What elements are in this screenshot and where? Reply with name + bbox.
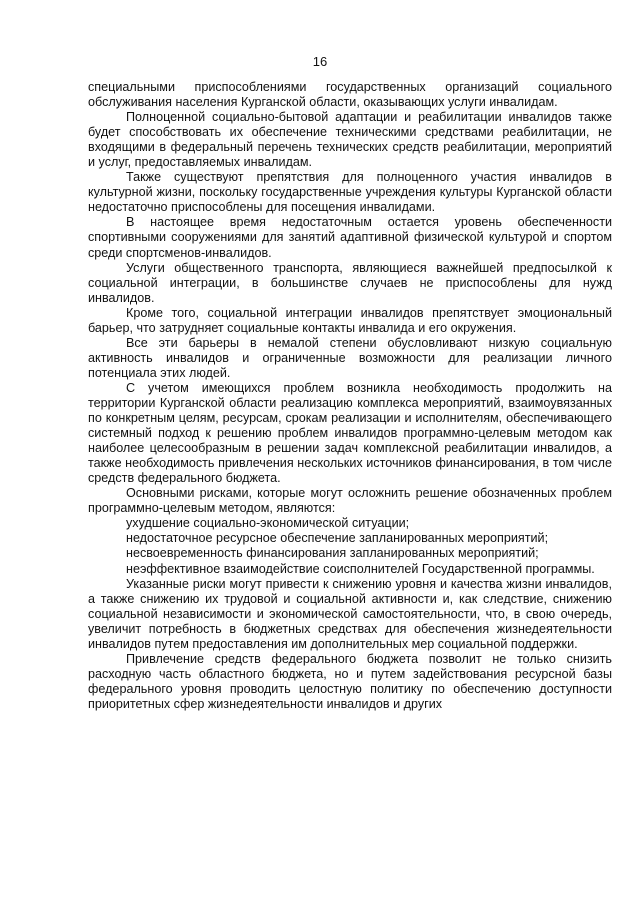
paragraph: С учетом имеющихся проблем возникла необходимость продолжить на территории Курганской области реализацию комплекса мероприятий, взаимоувязанных по конкретным целям, ресурсам, срокам реализации и исполнителям, обеспечивающего системный подход к решению проблем инвалидов программно-целевым методом как наиболее целесообразным в решении задач комплексной реабилитации инвалидов, а также необходимость привлечения нескольких источников финансирования, в том числе средств федерального бюджета. [88,380,612,486]
paragraph: Также существуют препятствия для полноценного участия инвалидов в культурной жизни, поскольку государственные учреждения культуры Курганской области недостаточно приспособлены для посещения инвалидами. [88,170,612,215]
risk-list-item: недостаточное ресурсное обеспечение запланированных мероприятий; [126,531,549,546]
risk-list-item: ухудшение социально-экономической ситуации; [126,516,410,531]
paragraph: Услуги общественного транспорта, являющиеся важнейшей предпосылкой к социальной интеграции, в большинстве случаев не приспособлены для нужд инвалидов. [88,260,612,305]
risk-list-item: неэффективное взаимодействие соисполнителей Государственной программы. [126,561,595,576]
paragraph: Полноценной социально-бытовой адаптации и реабилитации инвалидов также будет способствовать их обеспечение техническими средствами реабилитации, не входящими в федеральный перечень технических средств реабилитации, мероприятий и услуг, предоставляемых инвалидам. [88,110,612,170]
document-body [88,80,612,712]
paragraph: В настоящее время недостаточным остается уровень обеспеченности спортивными сооружениями для занятий адаптивной физической культурой и спортом среди спортсменов-инвалидов. [88,215,612,260]
paragraph: Основными рисками, которые могут осложнить решение обозначенных проблем программно-целевым методом, являются: [88,486,612,516]
risk-list-item: несвоевременность финансирования запланированных мероприятий; [126,546,539,561]
paragraph: Привлечение средств федерального бюджета позволит не только снизить расходную часть областного бюджета, но и путем задействования ресурсной базы федерального уровня проводить целостную политику по обеспечению доступности приоритетных сфер жизнедеятельности инвалидов и других [88,651,612,711]
paragraph: Кроме того, социальной интеграции инвалидов препятствует эмоциональный барьер, что затрудняет социальные контакты инвалида и его окружения. [88,305,612,335]
paragraph: Указанные риски могут привести к снижению уровня и качества жизни инвалидов, а также снижению их трудовой и социальной активности и, как следствие, снижению социальной независимости и экономической самостоятельности, что, в свою очередь, увеличит потребность в бюджетных средствах для обеспечения жизнедеятельности инвалидов путем предоставления им дополнительных мер социальной поддержки. [88,576,612,651]
paragraph: Все эти барьеры в немалой степени обусловливают низкую социальную активность инвалидов и ограниченные возможности для реализации личного потенциала этих людей. [88,335,612,380]
paragraph-continuation: специальными приспособлениями государственных организаций социального обслуживания населения Курганской области, оказывающих услуги инвалидам. [88,80,612,110]
page-number: 16 [312,54,328,69]
